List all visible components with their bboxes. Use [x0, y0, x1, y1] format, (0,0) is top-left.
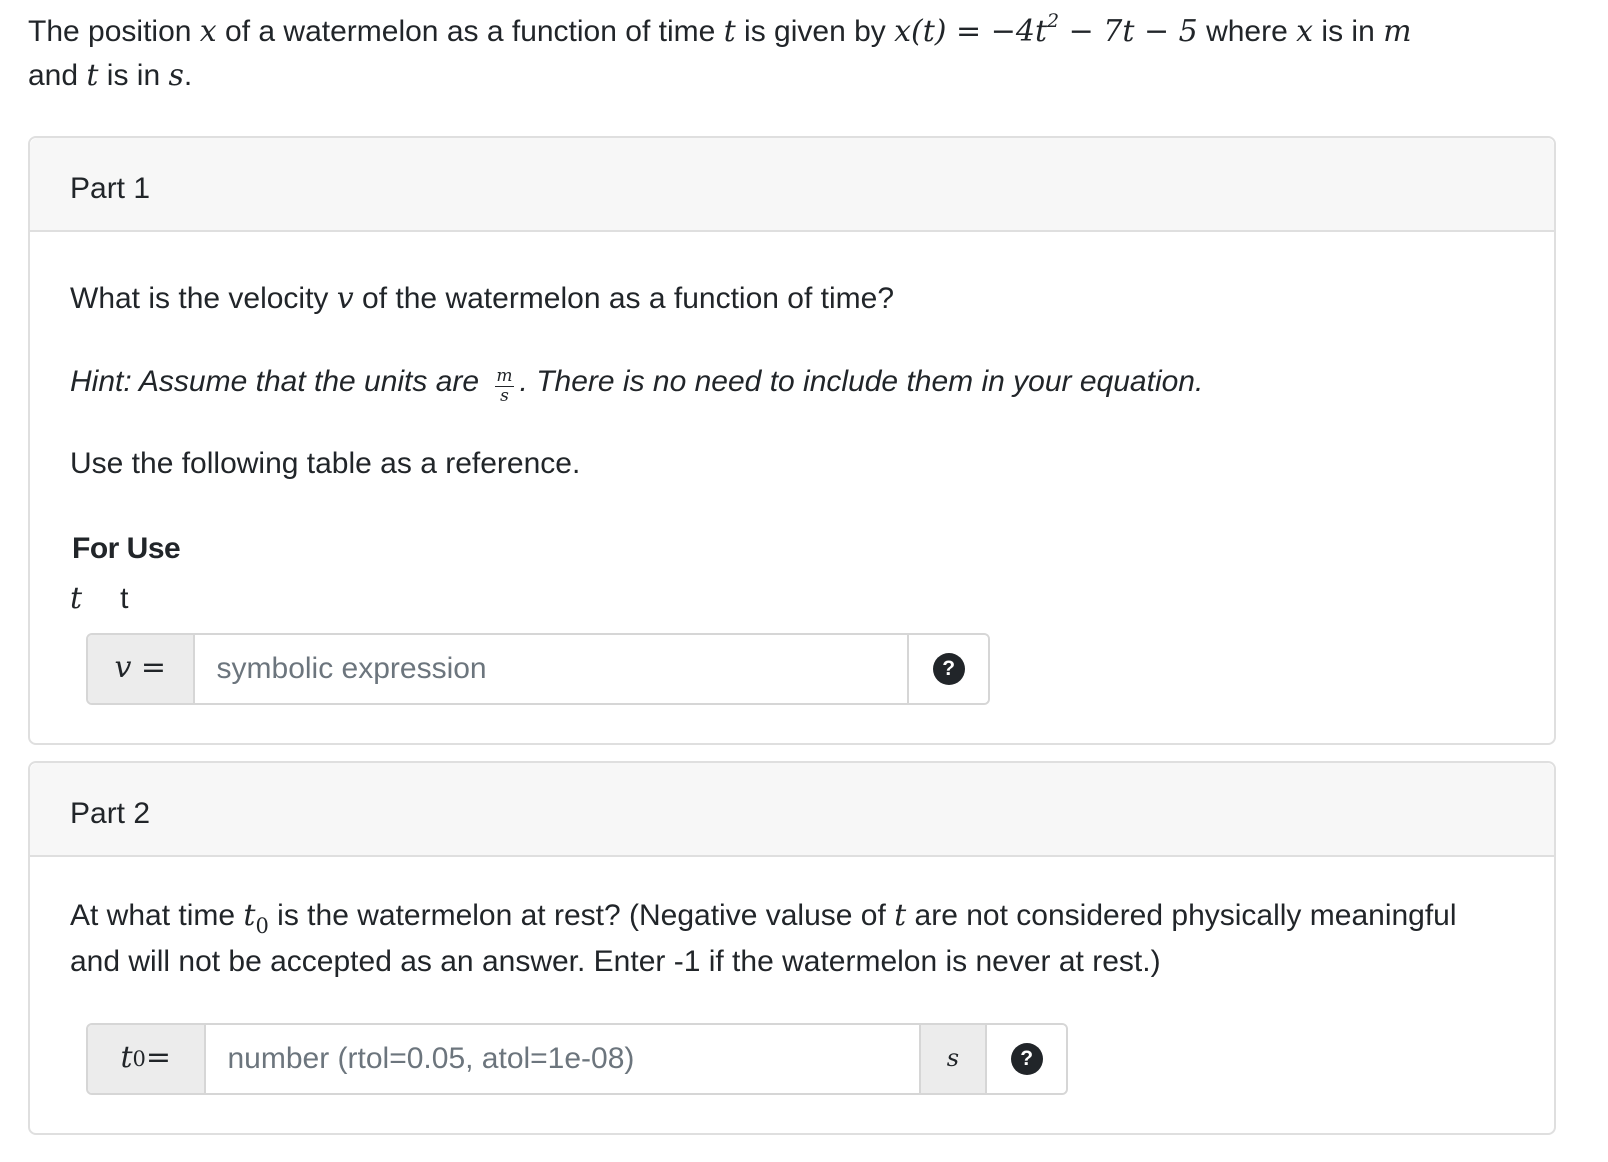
velocity-input-group [86, 633, 990, 705]
fraction-numerator: m [496, 365, 513, 386]
label-t: t [120, 1040, 133, 1076]
intro-text: where [1197, 15, 1297, 48]
help-icon: ? [933, 653, 965, 685]
equation-rest: − 7t − 5 [1059, 14, 1198, 49]
time-unit-label: s [919, 1025, 986, 1093]
unit-m: m [1383, 14, 1412, 49]
part2-title: Part 2 [70, 796, 151, 830]
time-input[interactable] [206, 1025, 919, 1093]
math-t: t [894, 897, 907, 933]
position-equation [894, 10, 1198, 49]
part2-question [70, 893, 1514, 985]
intro-text: is in [1313, 15, 1384, 48]
velocity-input[interactable] [195, 635, 908, 703]
label-equals: = [145, 1040, 172, 1076]
part2-body [30, 857, 1554, 1133]
part1-title: Part 1 [70, 172, 151, 205]
reference-text: Use the following table as a reference. [70, 447, 581, 480]
part2-card [28, 761, 1556, 1135]
math-x: x [199, 14, 217, 49]
variable-text: t [120, 582, 129, 615]
intro-text: is in [98, 59, 169, 92]
math-t: t [86, 58, 99, 93]
subscript-zero: 0 [255, 913, 269, 938]
help-icon: ? [1011, 1043, 1043, 1075]
intro-text: and [28, 59, 87, 92]
question-text: are not considered physically meaningful and will not be accepted as an answer. Enter -1 if the watermelon is never at rest.) [70, 898, 1457, 978]
math-t: t [723, 14, 736, 49]
velocity-input-label: v = [88, 635, 195, 703]
time-help-button[interactable] [985, 1025, 1066, 1093]
hint-text: Hint: Assume that the units are [70, 364, 488, 398]
fraction-denominator: s [500, 385, 509, 406]
intro-text: The position [28, 15, 200, 48]
math-x: x [1296, 14, 1314, 49]
time-input-label: t 0 = [88, 1025, 206, 1093]
part2-header [30, 763, 1554, 857]
hint-text: . There is no need to include them in your equation. [519, 364, 1204, 398]
intro-text: . [183, 59, 193, 92]
time-input-group [86, 1023, 1068, 1095]
unit-fraction [495, 365, 513, 406]
part1-body [30, 232, 1554, 743]
question-text: What is the velocity [70, 282, 337, 315]
part1-card [28, 136, 1556, 745]
intro-text: is given by [735, 15, 895, 48]
math-t: t [243, 897, 256, 933]
question-intro [28, 10, 1580, 98]
question-text: At what time [70, 898, 244, 932]
part1-question [70, 276, 1514, 323]
question-text: is the watermelon at rest? (Negative valuse of [268, 898, 895, 932]
unit-s: s [168, 58, 184, 93]
part1-header [30, 138, 1554, 232]
velocity-help-button[interactable] [907, 635, 988, 703]
math-v: v [336, 281, 354, 316]
question-text: of the watermelon as a function of time? [353, 282, 895, 315]
equation-lhs: x(t) = −4t [894, 14, 1047, 49]
intro-text: of a watermelon as a function of time [216, 15, 724, 48]
part1-hint [70, 359, 1514, 406]
reference-table-row [70, 576, 1514, 623]
variable-symbol: t [70, 581, 83, 616]
equation-exponent: 2 [1047, 10, 1060, 32]
math-t0 [243, 897, 269, 938]
reference-table-title: For Use [72, 531, 181, 565]
